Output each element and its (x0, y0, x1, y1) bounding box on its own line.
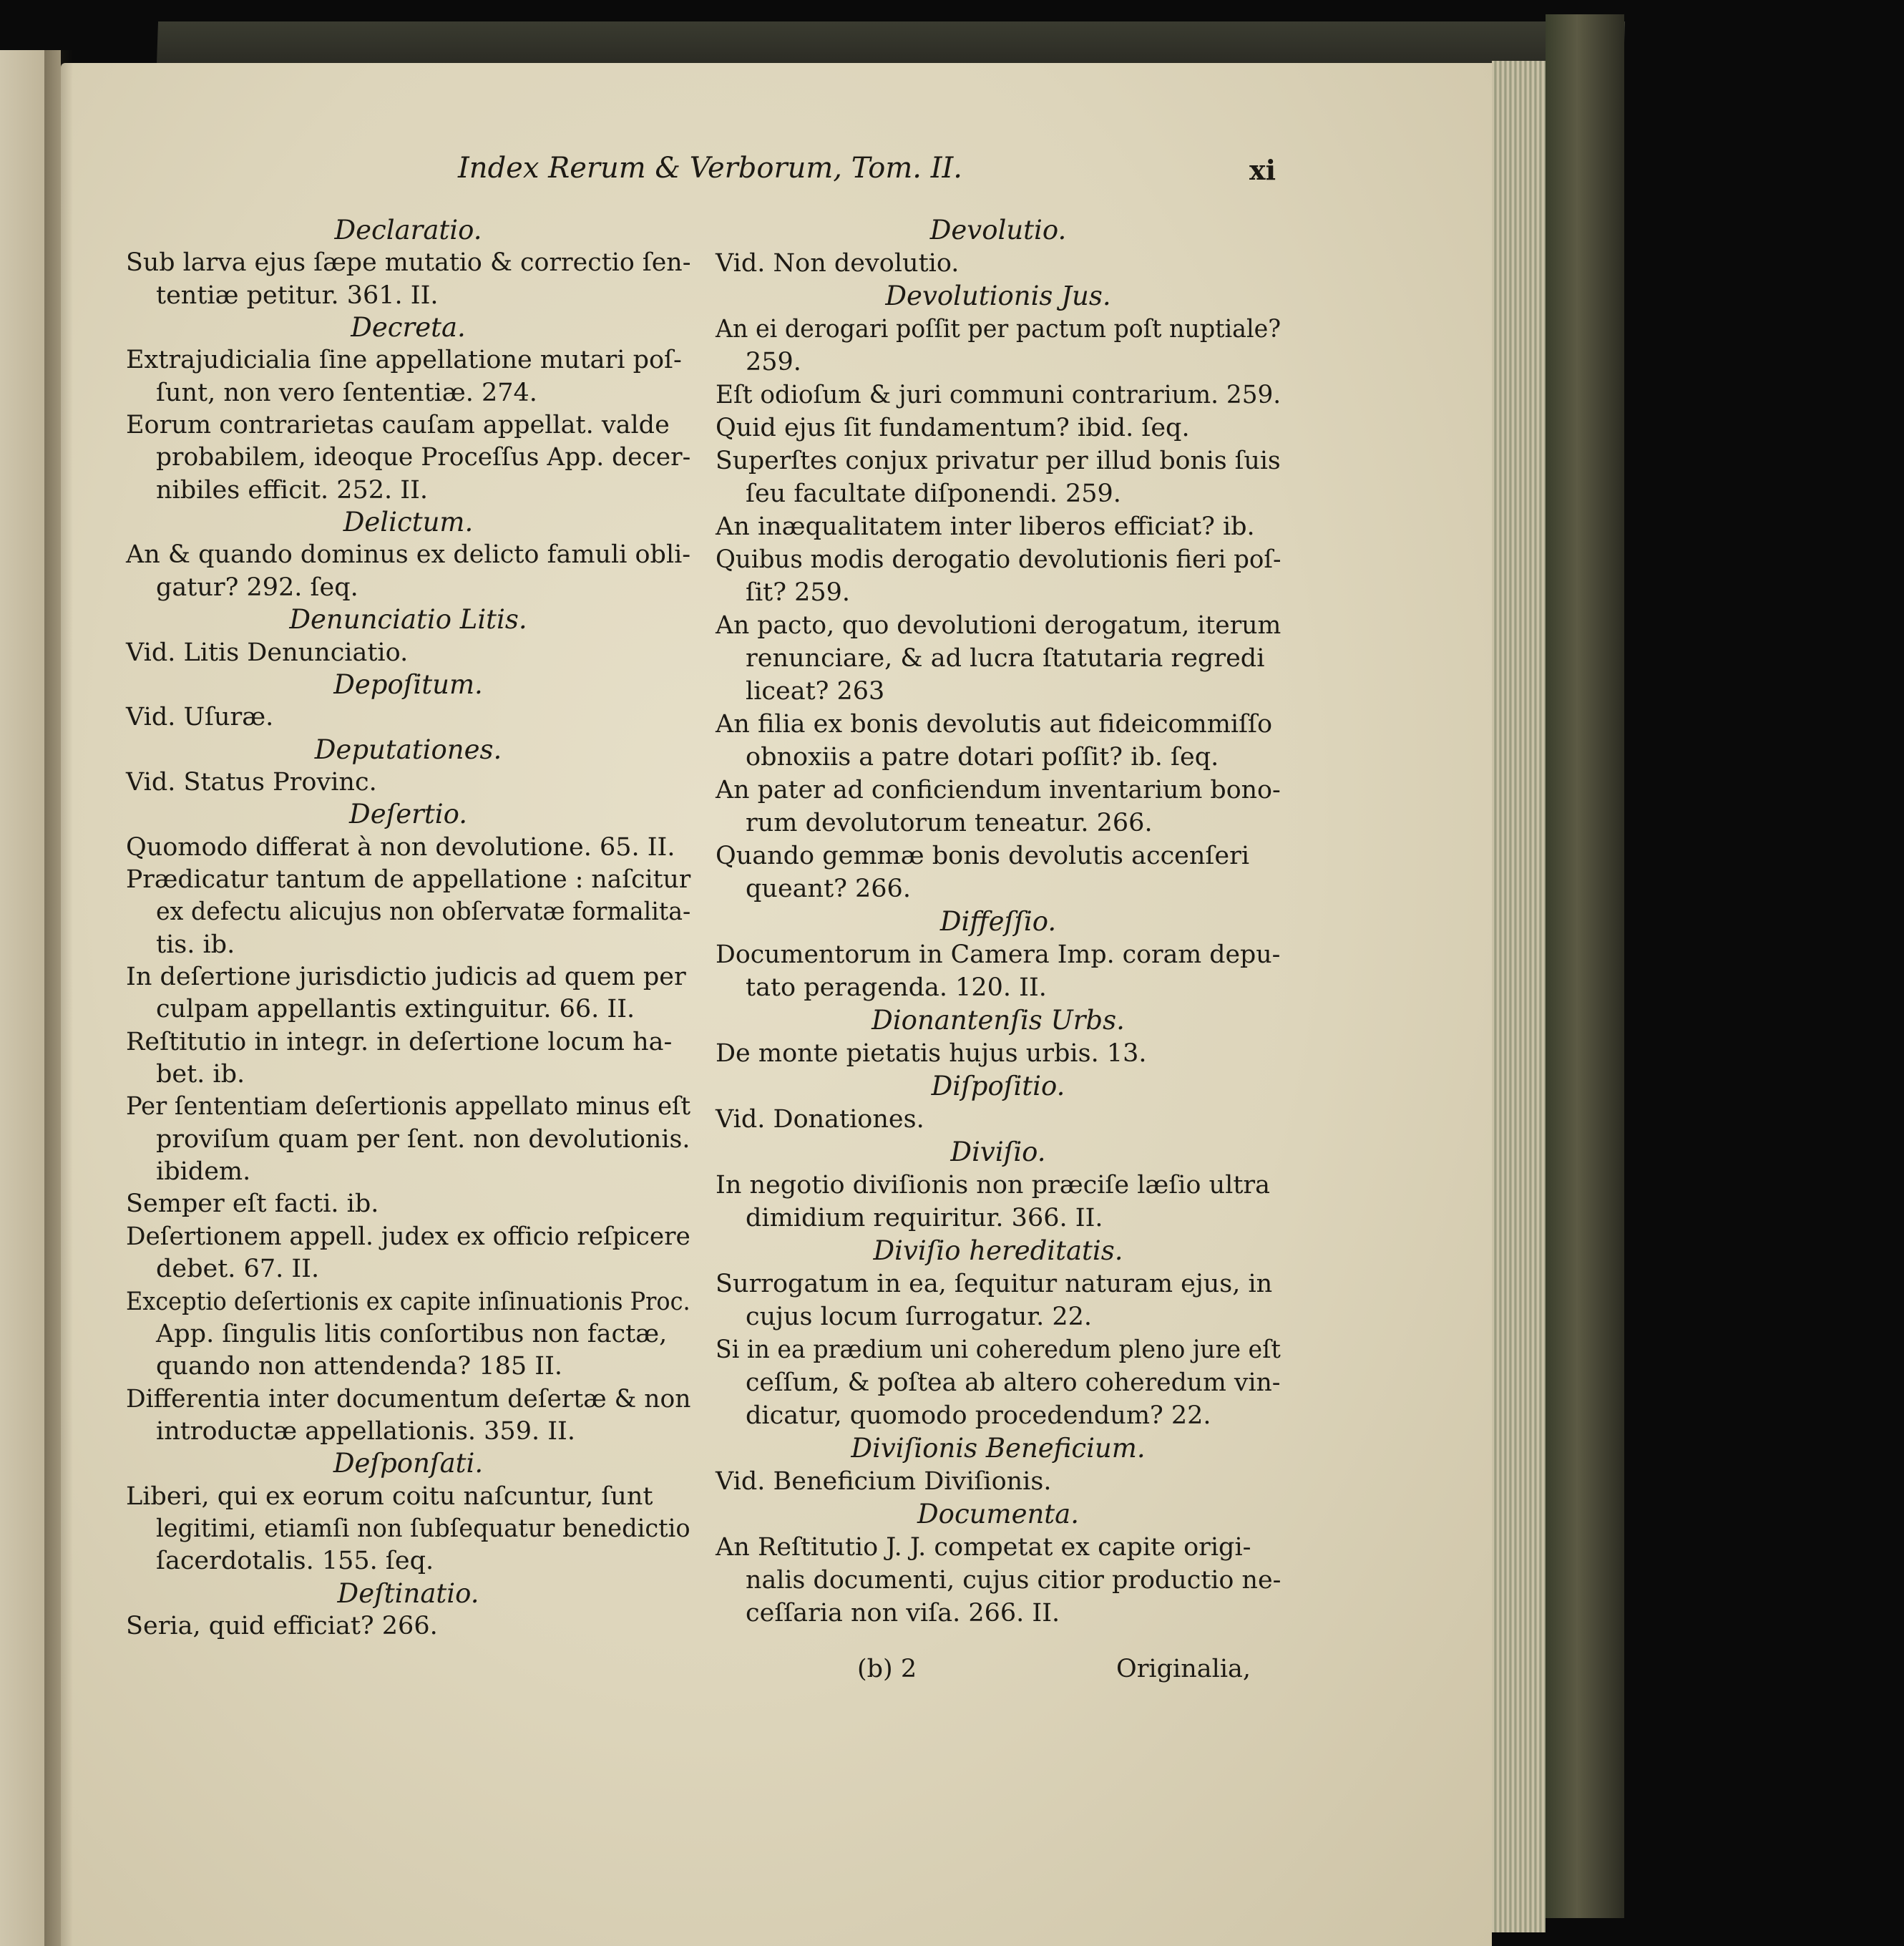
left-column-heading: Depoſitum. (333, 669, 483, 700)
right-column-entry-line: Si in ea prædium uni coheredum pleno jure eſt (716, 1336, 1281, 1364)
left-column-entry-line: legitimi, etiamſi non ſubſequatur benedictio (156, 1514, 690, 1543)
left-column-entry-line: Exceptio deſertionis ex capite inſinuationis Proc. (126, 1288, 690, 1316)
page-fore-edge (1492, 61, 1546, 1932)
right-column-entry-line: An pater ad conficiendum inventarium bono- (716, 776, 1281, 804)
left-column-entry-line: culpam appellantis extinguitur. 66. II. (156, 995, 635, 1023)
right-column-entry-line: In negotio diviſionis non præciſe læſio ultra (716, 1171, 1271, 1200)
left-column-heading: Deputationes. (314, 734, 502, 765)
left-column-entry-line: debet. 67. II. (156, 1255, 320, 1283)
left-column-entry-line: proviſum quam per ſent. non devolutionis. (156, 1125, 690, 1154)
left-column-entry-line: In deſertione jurisdictio judicis ad quem per (126, 963, 686, 991)
left-column-entry-line: ibidem. (156, 1157, 251, 1186)
left-column-entry-line: App. ſingulis litis conſortibus non factæ, (156, 1320, 668, 1348)
right-column-entry-line: Documentorum in Camera Imp. coram depu- (716, 940, 1281, 969)
right-column-entry-line: Vid. Non devolutio. (716, 249, 960, 278)
left-column-entry-line: An & quando dominus ex delicto famuli obli- (126, 540, 691, 569)
right-column-entry-line: Quando gemmæ bonis devolutis accenſeri (716, 842, 1250, 870)
right-column-entry-line: liceat? 263 (746, 677, 885, 706)
right-column-entry-line: Superſtes conjux privatur per illud bonis ſuis (716, 447, 1281, 475)
left-column-entry-line: bet. ib. (156, 1060, 245, 1089)
right-column-entry-line: ceſſum, & poſtea ab altero coheredum vin- (746, 1368, 1281, 1397)
right-column-entry-line: obnoxiis a patre dotari poſſit? ib. ſeq. (746, 743, 1219, 772)
left-column-entry-line: gatur? 292. ſeq. (156, 573, 358, 602)
left-column-entry-line: Vid. Litis Denunciatio. (126, 638, 409, 667)
left-column-entry-line: ſacerdotalis. 155. ſeq. (156, 1547, 434, 1575)
folio-number: xi (1249, 154, 1276, 186)
right-column-heading: Diviſio. (950, 1137, 1046, 1167)
right-column-entry-line: renunciare, & ad lucra ſtatutaria regredi (746, 644, 1265, 673)
left-column-entry-line: ex defectu alicujus non obſervatæ formalita- (156, 897, 691, 926)
left-column-entry-line: Deſertionem appell. judex ex officio reſpicere (126, 1222, 690, 1251)
left-column-heading: Delictum. (343, 507, 474, 537)
right-column-heading: Devolutio. (929, 215, 1067, 245)
left-column-heading: Declaratio. (334, 215, 482, 245)
right-column-entry-line: Eſt odioſum & juri communi contrarium. 259. (716, 381, 1281, 409)
left-column-entry-line: Quomodo differat à non devolutione. 65. II. (126, 833, 675, 862)
right-column-entry-line: An inæqualitatem inter liberos efficiat? ib. (716, 512, 1255, 541)
right-column-entry-line: Surrogatum in ea, ſequitur naturam ejus, in (716, 1270, 1273, 1298)
left-column-heading: Deſponſati. (333, 1448, 484, 1479)
right-column-entry-line: cujus locum ſurrogatur. 22. (746, 1303, 1093, 1331)
right-column-entry-line: ſit? 259. (746, 578, 851, 607)
left-column-entry-line: tentiæ petitur. 361. II. (156, 281, 439, 310)
signature-mark: (b) 2 (857, 1655, 917, 1683)
right-column-entry-line: ſeu facultate diſponendi. 259. (746, 480, 1121, 508)
left-column-entry-line: Vid. Status Provinc. (126, 768, 377, 797)
left-column-entry-line: introductæ appellationis. 359. II. (156, 1417, 575, 1446)
right-column-entry-line: Vid. Beneficium Diviſionis. (716, 1467, 1052, 1496)
left-column-entry-line: Prædicatur tantum de appellatione : naſcitur (126, 865, 691, 894)
right-column-entry-line: dicatur, quomodo procedendum? 22. (746, 1401, 1211, 1430)
right-column-heading: Documenta. (917, 1499, 1079, 1529)
left-column-entry-line: quando non attendenda? 185 II. (156, 1352, 563, 1381)
left-column-entry-line: nibiles efficit. 252. II. (156, 476, 429, 505)
right-column-heading: Diviſio hereditatis. (873, 1235, 1123, 1266)
running-head: Index Rerum & Verborum, Tom. II. (458, 152, 963, 185)
left-column-entry-line: Sub larva ejus ſæpe mutatio & correctio ſen- (126, 248, 691, 277)
right-column-entry-line: De monte pietatis hujus urbis. 13. (716, 1039, 1147, 1068)
right-column-entry-line: nalis documenti, cujus citior productio ne- (746, 1566, 1281, 1595)
left-column-entry-line: Differentia inter documentum deſertæ & non (126, 1385, 691, 1414)
left-column-entry-line: Semper eſt facti. ib. (126, 1190, 379, 1218)
catchword: Originalia, (1116, 1655, 1251, 1683)
left-column-heading: Decreta. (351, 312, 466, 343)
right-column-entry-line: An pacto, quo devolutioni derogatum, iterum (716, 611, 1281, 640)
right-column-entry-line: dimidium requiritur. 366. II. (746, 1204, 1103, 1232)
left-column-heading: Denunciatio Litis. (289, 604, 527, 635)
right-column-heading: Diviſionis Beneficium. (851, 1433, 1146, 1464)
right-column-entry-line: Vid. Donationes. (716, 1105, 924, 1134)
left-column-entry-line: Reſtitutio in integr. in deſertione locum ha- (126, 1028, 673, 1056)
gutter-shadow (44, 50, 73, 1946)
left-column-heading: Deſtinatio. (337, 1578, 479, 1609)
right-column-heading: Diffeſſio. (939, 906, 1057, 937)
right-column-entry-line: queant? 266. (746, 875, 911, 903)
left-column-entry-line: Vid. Uſuræ. (126, 703, 274, 731)
book-cover-top (157, 21, 1625, 64)
left-column-entry-line: Liberi, qui ex eorum coitu naſcuntur, ſunt (126, 1482, 653, 1511)
left-column-entry-line: ſunt, non vero ſententiæ. 274. (156, 379, 537, 407)
right-column-entry-line: Quibus modis derogatio devolutionis fieri poſ- (716, 545, 1281, 574)
book-cover-side (1546, 14, 1624, 1918)
left-column-entry-line: probabilem, ideoque Proceſſus App. decer- (156, 443, 691, 472)
left-column-entry-line: Eorum contrarietas cauſam appellat. valde (126, 411, 670, 439)
right-column-entry-line: An ei derogari poſſit per pactum poſt nuptiale? (716, 315, 1281, 344)
right-column-heading: Diſpoſitio. (931, 1071, 1065, 1101)
right-column-entry-line: Quid ejus ſit fundamentum? ibid. ſeq. (716, 414, 1190, 442)
right-column-entry-line: An filia ex bonis devolutis aut fideicommiſſo (716, 710, 1273, 739)
right-column-entry-line: An Reſtitutio J. J. competat ex capite origi- (716, 1533, 1251, 1562)
left-column-heading: Deſertio. (349, 799, 467, 830)
left-column-entry-line: tis. ib. (156, 930, 235, 959)
left-column-entry-line: Seria, quid efficiat? 266. (126, 1612, 438, 1640)
right-column-entry-line: tato peragenda. 120. II. (746, 973, 1047, 1002)
right-column-heading: Devolutionis Jus. (885, 281, 1111, 311)
right-column-heading: Dionantenſis Urbs. (872, 1005, 1125, 1036)
left-column-entry-line: Per ſententiam deſertionis appellato minus eſt (126, 1092, 691, 1121)
right-column-entry-line: 259. (746, 348, 801, 376)
right-column-entry-line: ceſſaria non viſa. 266. II. (746, 1599, 1060, 1628)
left-column-entry-line: Extrajudicialia ſine appellatione mutari poſ- (126, 346, 682, 374)
right-column-entry-line: rum devolutorum teneatur. 266. (746, 809, 1153, 837)
